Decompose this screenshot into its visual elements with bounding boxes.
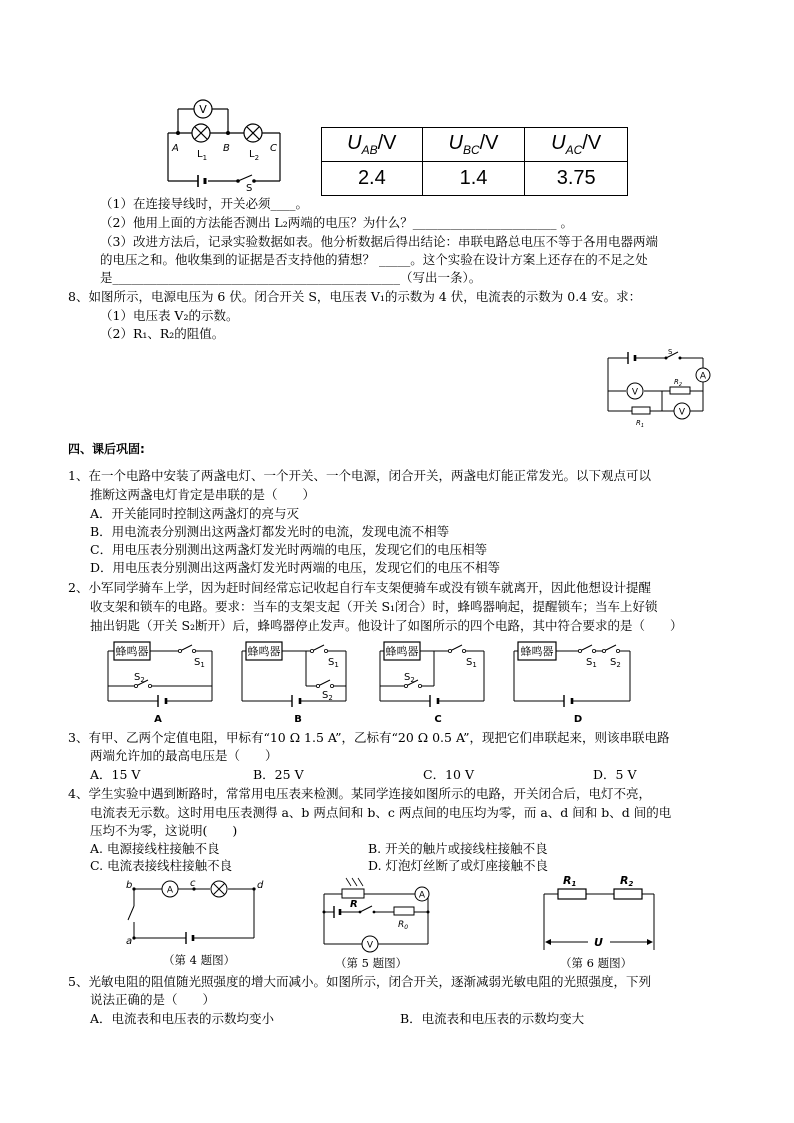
p3-option-b: B．25 V: [253, 767, 304, 782]
option-label: C: [434, 714, 442, 725]
point-d-label: d: [257, 880, 264, 891]
q8-part1: （1）电压表 V₂的示数。: [100, 308, 239, 323]
buzzer-icon: [384, 642, 420, 660]
table-row: [322, 162, 628, 196]
table-header-cell: $U_{BC}/V$: [422, 128, 525, 162]
switch-s1-label: $S_1$: [328, 657, 339, 669]
point-c-label: C: [270, 143, 277, 154]
p4-option-c: C. 电流表接线柱接触不良: [90, 858, 233, 873]
p1-stem-line2: 推断这两盏电灯肯定是串联的是（ ）: [90, 487, 316, 502]
ammeter-icon: [415, 887, 429, 901]
table-cell: 2.4: [322, 162, 423, 196]
svg-text:V: V: [631, 387, 639, 398]
ammeter-icon: [696, 368, 710, 382]
p2-stem-line1: 2、小军同学骑车上学，因为赶时间经常忘记收起自行车支架便骑车或没有锁车就离开，因此他想设计提醒: [68, 580, 651, 595]
table-header-cell: $U_{AC}/V$: [525, 128, 628, 162]
voltmeter-icon: [362, 936, 378, 952]
p5-stem-line2: 说法正确的是（ ）: [90, 992, 216, 1007]
q7-part1: （1）在连接导线时，开关必须____。: [100, 196, 308, 211]
figure-6-caption: （第 6 题图）: [560, 956, 633, 970]
lamp-l2-label: $L_2$: [249, 149, 260, 162]
lamp-l1-label: $L_1$: [197, 149, 208, 162]
p5-stem-line1: 5、光敏电阻的阻值随光照强度的增大而减小。如图所示，闭合开关，逐渐减弱光敏电阻的光照强度，下列: [68, 974, 651, 989]
p4-stem-line1: 4、学生实验中遇到断路时，常常用电压表来检测。某同学连接如图所示的电路，开关闭合后，电灯不亮，: [68, 786, 651, 801]
svg-text:A: A: [699, 371, 707, 382]
point-c-label: c: [190, 878, 196, 889]
table-cell: 1.4: [422, 162, 525, 196]
point-a-label: A: [172, 143, 179, 154]
point-a-label: a: [126, 936, 133, 947]
p1-option-c: C．用电压表分别测出这两盏灯发光时两端的电压，发现它们的电压相等: [90, 542, 488, 557]
option-label: D: [573, 714, 583, 725]
svg-text:A: A: [166, 885, 174, 896]
p3-option-a: A．15 V: [90, 767, 141, 782]
switch-s-label: S: [246, 183, 253, 194]
option-label: A: [154, 714, 162, 725]
figure-5-circuit: [318, 876, 436, 954]
q7-part3-line1: （3）改进方法后，记录实验数据如表。他分析数据后得出结论：串联电路总电压不等于各用电器两端: [100, 234, 658, 249]
p1-option-d: D．用电压表分别测出这两盏灯发光时两端的电压，发现它们的电压不相等: [90, 560, 501, 575]
buzzer-icon: [114, 642, 150, 660]
svg-text:V: V: [199, 103, 207, 116]
svg-text:V: V: [366, 940, 374, 951]
q8-stem: 8、如图所示，电源电压为 6 伏。闭合开关 S，电压表 V₁的示数为 4 伏，电流表的示数为 0.4 安。求：: [68, 289, 642, 304]
svg-text:V: V: [678, 407, 686, 418]
svg-text:A: A: [418, 890, 426, 901]
switch-s2-label: $S_2$: [322, 690, 333, 702]
table-cell: 3.75: [525, 162, 628, 196]
svg-text:蜂鸣器: 蜂鸣器: [247, 645, 281, 658]
switch-s1-label: $S_1$: [586, 657, 597, 669]
p3-option-d: D．5 V: [593, 767, 637, 782]
svg-text:蜂鸣器: 蜂鸣器: [520, 645, 554, 658]
table-header-cell: $U_{AB}/V$: [322, 128, 423, 162]
figure-6-circuit: [538, 872, 660, 954]
lamp-l1-icon: [192, 124, 210, 142]
photoresistor-label: R: [350, 899, 358, 910]
p4-stem-line2: 电流表无示数。这时用电压表测得 a、b 两点间和 b、c 两点间的电压均为零，而 a、d 间和 b、d 间的电: [90, 805, 672, 820]
p1-stem-line1: 1、在一个电路中安装了两盏电灯、一个开关、一个电源，闭合开关，两盏电灯能正常发光。以下观点可以: [68, 468, 651, 483]
p2-stem-line3: 抽出钥匙（开关 S₂断开）后，蜂鸣器停止发声。他设计了如图所示的四个电路，其中符合要求的是（ ）: [90, 618, 683, 633]
p4-option-d: D. 灯泡灯丝断了或灯座接触不良: [368, 858, 549, 873]
q8-part2: （2）R₁、R₂的阻值。: [100, 326, 225, 341]
buzzer-icon: [518, 642, 556, 660]
p1-option-a: A．开关能同时控制这两盏灯的亮与灭: [90, 506, 300, 521]
figure-5-caption: （第 5 题图）: [335, 956, 408, 970]
lamp-l2-icon: [244, 124, 262, 142]
q7-part2: （2）他用上面的方法能否测出 L₂两端的电压？为什么？_______________________ 。: [100, 215, 573, 230]
p2-stem-line2: 收支架和锁车的电路。要求：当车的支架支起（开关 S₁闭合）时，蜂鸣器响起，提醒锁车；当车上好锁: [90, 599, 658, 614]
resistor-r2-label: R2: [620, 874, 634, 888]
voltmeter-v1-icon: [627, 383, 643, 399]
buzzer-circuits-figure: [100, 636, 670, 728]
voltmeter-icon: [194, 100, 212, 118]
svg-text:蜂鸣器: 蜂鸣器: [115, 645, 149, 658]
switch-s1-label: $S_1$: [194, 657, 205, 669]
switch-s2-label: $S_2$: [610, 657, 621, 669]
q7-part3-line3: 是______________________________________________（写出一条）。: [100, 270, 482, 285]
point-b-label: B: [223, 143, 230, 154]
switch-s2-label: $S_2$: [134, 672, 145, 684]
section-heading: 四、课后巩固:: [68, 442, 145, 456]
p4-option-a: A. 电源接线柱接触不良: [90, 841, 220, 856]
series-lamps-circuit-figure: [160, 95, 300, 195]
lamp-icon: [211, 881, 227, 897]
p3-stem-line2: 两端允许加的最高电压是（ ）: [90, 748, 278, 763]
p4-option-b: B. 开关的触片或接线柱接触不良: [368, 841, 548, 856]
p4-stem-line3: 压均不为零，这说明( ): [90, 823, 238, 838]
p5-option-b: B．电流表和电压表的示数均变大: [400, 1011, 585, 1026]
figure-4-circuit: [120, 876, 270, 948]
p3-option-c: C．10 V: [423, 767, 474, 782]
switch-s-label: S: [668, 348, 673, 356]
p5-option-a: A．电流表和电压表的示数均变小: [90, 1011, 275, 1026]
p3-stem-line1: 3、有甲、乙两个定值电阻，甲标有“10 Ω 1.5 A”，乙标有“20 Ω 0.5 A”，现把它们串联起来，则该串联电路: [68, 730, 670, 745]
figure-4-caption: （第 4 题图）: [163, 953, 236, 967]
voltage-u-label: U: [594, 936, 603, 949]
resistor-r1-label: R1: [563, 874, 577, 888]
resistor-r2-label: $R_2$: [674, 378, 683, 388]
svg-text:蜂鸣器: 蜂鸣器: [385, 645, 419, 658]
p1-option-b: B．用电流表分别测出这两盏灯都发光时的电流，发现电流不相等: [90, 524, 450, 539]
resistor-r0-label: $R_0$: [398, 920, 409, 931]
point-b-label: b: [126, 880, 133, 891]
switch-s1-label: $S_1$: [466, 657, 477, 669]
table-header-row: [322, 128, 628, 162]
voltage-data-table: [321, 127, 628, 196]
option-label: B: [294, 714, 302, 725]
resistor-r1-label: $R_1$: [636, 419, 645, 429]
ammeter-icon: [162, 881, 178, 897]
buzzer-icon: [246, 642, 282, 660]
switch-s2-label: $S_2$: [404, 672, 415, 684]
q8-circuit-figure: [598, 348, 718, 433]
q7-part3-line2: 的电压之和。他收集到的证据是否支持他的猜想？ _____。这个实验在设计方案上还存在的不足之处: [100, 252, 648, 267]
voltmeter-v2-icon: [674, 403, 690, 419]
